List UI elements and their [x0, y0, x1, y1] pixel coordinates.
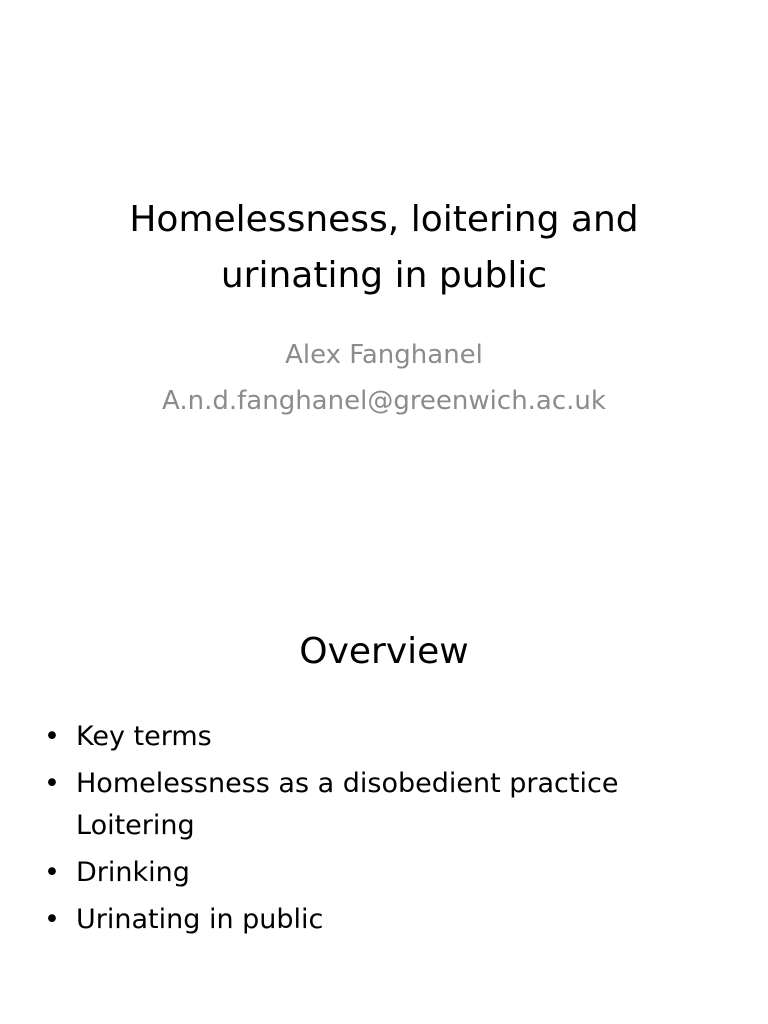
- list-item-text: Urinating in public: [76, 904, 324, 935]
- title-line-1: Homelessness, loitering and: [129, 199, 639, 240]
- list-item: [40, 852, 740, 894]
- list-item-text: Drinking: [76, 857, 190, 888]
- list-item-text: Homelessness as a disobedient practice Loitering: [76, 768, 619, 841]
- bullet-icon: •: [44, 721, 60, 752]
- overview-slide: [0, 512, 768, 1024]
- bullet-list: [40, 716, 740, 946]
- list-item: [40, 763, 740, 847]
- bullet-icon: •: [44, 768, 60, 799]
- list-item-text: Key terms: [76, 721, 212, 752]
- list-item: [40, 716, 740, 758]
- slide-subtitle: [60, 332, 708, 424]
- author-name: Alex Fanghanel: [285, 340, 483, 370]
- title-line-2: urinating in public: [220, 255, 548, 296]
- bullet-icon: •: [44, 857, 60, 888]
- author-email: A.n.d.fanghanel@greenwich.ac.uk: [162, 386, 606, 416]
- slide-title: [60, 192, 708, 304]
- list-item: [40, 899, 740, 941]
- overview-title: Overview: [299, 631, 469, 672]
- bullet-icon: •: [44, 904, 60, 935]
